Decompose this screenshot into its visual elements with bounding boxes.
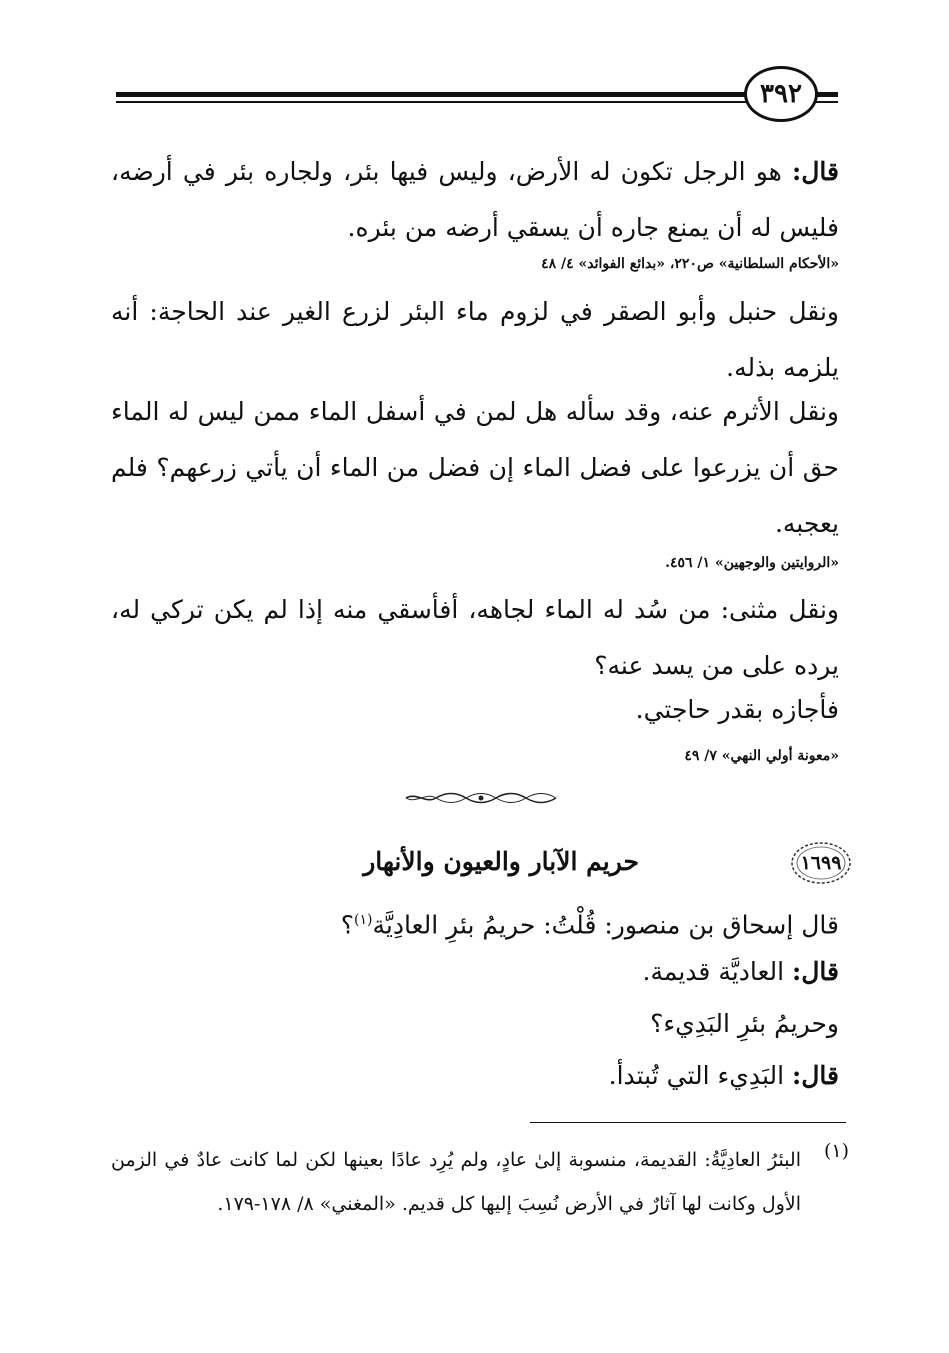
paragraph-3: ونقل الأثرم عنه، وقد سأله هل لمن في أسفل الماء ممن ليس له الماء حق أن يزرعوا على فضل الماء إن فضل من الماء أن يأتي زرعهم؟ فلم يعجبه. xyxy=(111,397,839,538)
section-answer-1 xyxy=(111,944,839,1000)
section-question-2: وحريمُ بئرِ البَدِيء؟ xyxy=(650,1009,839,1038)
section-question-1-text: قال إسحاق بن منصور: قُلْتُ: حريمُ بئرِ العادِيَّة xyxy=(372,910,839,940)
page-number: ٣٩٢ xyxy=(744,66,818,122)
ornament-divider-icon xyxy=(404,791,558,805)
section-answer-1-text: العاديَّة قديمة. xyxy=(642,957,785,986)
source-citation-1: «الأحكام السلطانية» ص٢٢٠، «بدائع الفوائد» ٤/ ٤٨ xyxy=(541,256,839,272)
paragraph-1-text: هو الرجل تكون له الأرض، وليس فيها بئر، ولجاره بئر في أرضه، فليس له أن يمنع جاره أن يسقي أرضه من بئره. xyxy=(111,157,839,242)
header-rule-thick xyxy=(116,92,838,97)
section-question-1-end: ؟ xyxy=(340,910,355,940)
section-number-badge xyxy=(790,840,852,886)
section-title: حريم الآبار والعيون والأنهار xyxy=(363,847,639,876)
paragraph-2: ونقل حنبل وأبو الصقر في لزوم ماء البئر لزرع الغير عند الحاجة: أنه يلزمه بذله. xyxy=(111,297,839,382)
footnote-reference[interactable]: (١) xyxy=(354,912,373,928)
section-answer-2-text: البَدِيء التي تُبتدأ. xyxy=(608,1061,785,1090)
paragraph-1 xyxy=(111,144,839,256)
source-citation-3: «معونة أولي النهي» ٧/ ٤٩ xyxy=(684,748,839,764)
footnote-text: البئرُ العادِيَّةُ: القديمة، منسوبة إلىٰ عادٍ، ولم يُرِد عادًا بعينها لكن لما كانت عادٌ في الزمن الأول وكانت لها آثارٌ في الأرض نُسِبَ إليها كل قديم. «المغني» ٨/ ١٧٨-١٧٩. xyxy=(111,1149,801,1215)
paragraph-4: ونقل مثنى: من سُد له الماء لجاهه، أفأسقي منه إذا لم يكن تركي له، يرده على من يسد عنه؟ xyxy=(111,595,839,680)
section-answer-1-lead: قال: xyxy=(792,957,839,986)
footnote-marker: (١) xyxy=(823,1140,849,1162)
paragraph-1-lead: قال: xyxy=(792,157,839,186)
section-answer-2 xyxy=(111,1048,839,1104)
header-rule-thin xyxy=(116,101,838,103)
footnote-separator xyxy=(530,1122,846,1123)
paragraph-5: فأجازه بقدر حاجتي. xyxy=(635,695,839,724)
section-answer-2-lead: قال: xyxy=(792,1061,839,1090)
section-number: ١٦٩٩ xyxy=(800,852,842,874)
source-citation-2: «الروايتين والوجهين» ١/ ٤٥٦. xyxy=(665,555,839,571)
